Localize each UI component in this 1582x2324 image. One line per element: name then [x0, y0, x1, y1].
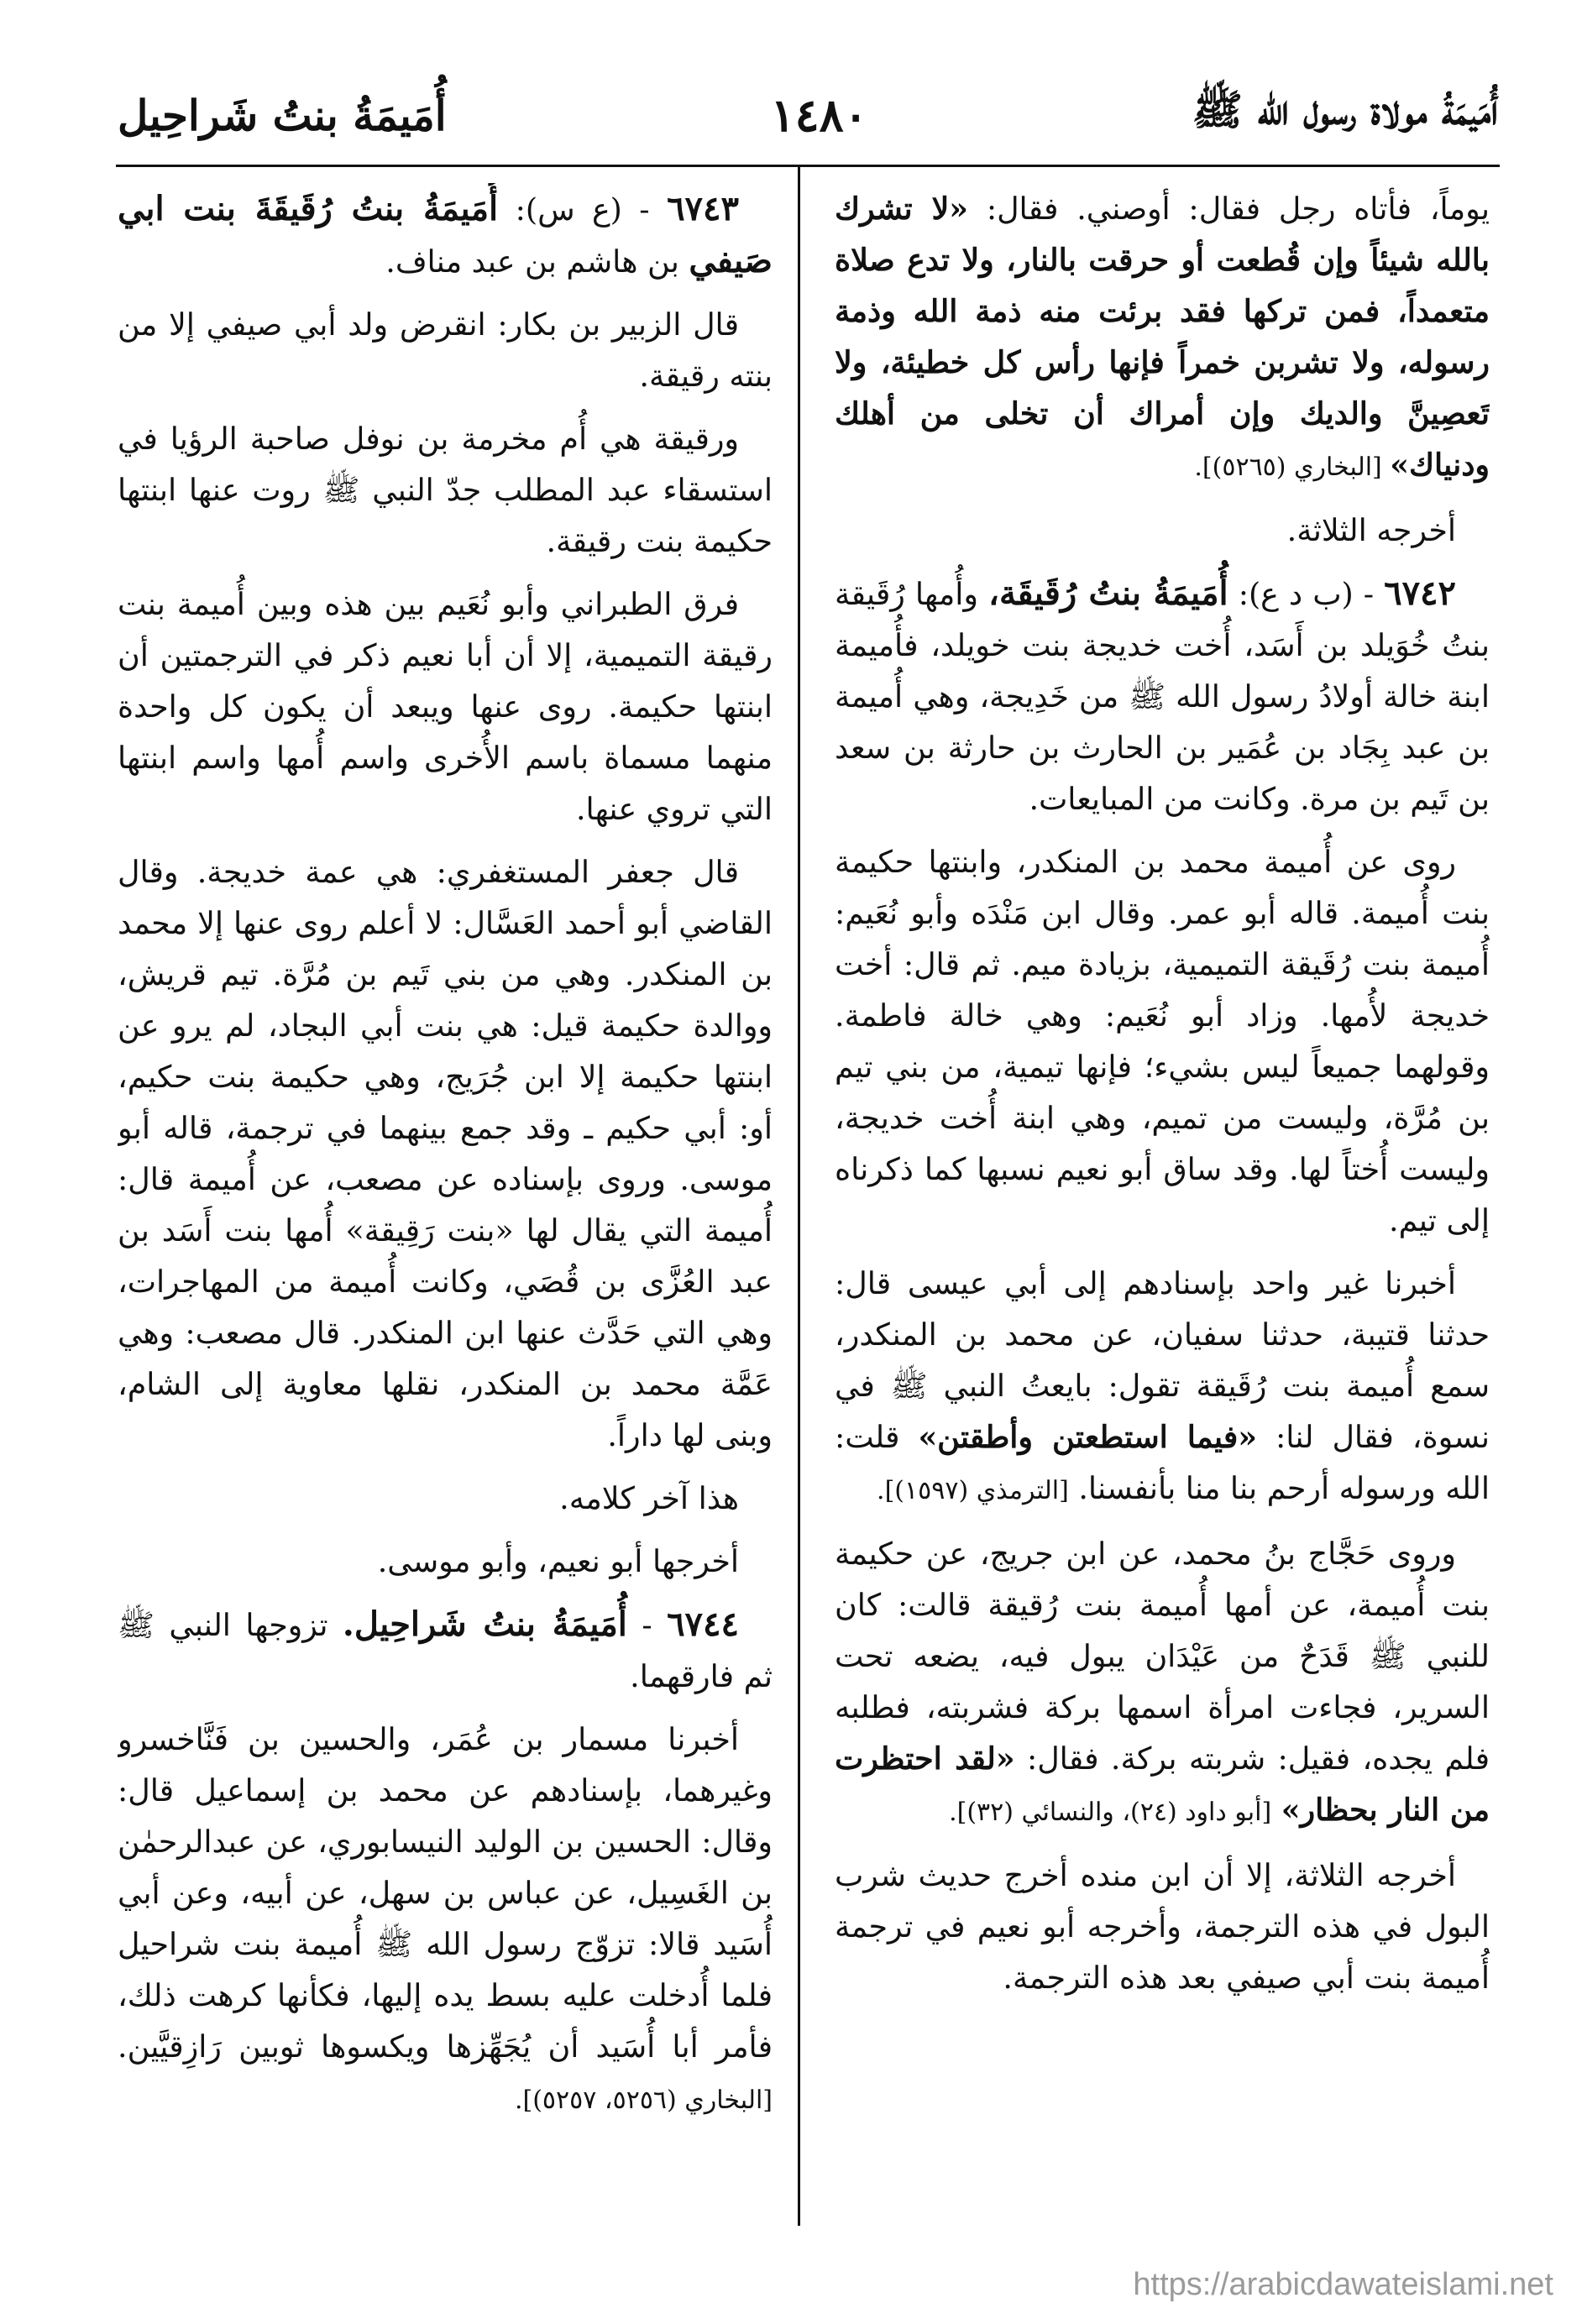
- page-number: ١٤٨٠: [770, 88, 868, 142]
- citation: [الترمذي (١٥٩٧)].: [877, 1476, 1069, 1505]
- paragraph: روى عن أُميمة محمد بن المنكدر، وابنتها حكيمة بنت أُميمة. قاله أبو عمر. وقال ابن مَنْدَه وأبو نُعَيم: أُميمة بنت رُقَيقة التميمية، بزيادة ميم. ثم قال: أخت خديجة لأُمها. وزاد أبو نُعَيم: وهي خالة فاطمة. وقولهما جميعاً ليس بشيء؛ فإنها تيمية، من بني تيم بن مُرَّة، وليست من تميم، وهي ابنة أُخت خديجة، وليست أُختاً لها. وقد ساق أبو نعيم نسبها كما ذكرناه إلى تيم.: [835, 844, 1490, 1238]
- entry-6744: ٦٧٤٤ - أُمَيمَةُ بنتُ شَراحِيل. تزوجها النبي ﷺ ثم فارقهما.: [118, 1604, 773, 1694]
- left-column: [118, 183, 773, 2223]
- header-rule: [116, 165, 1500, 167]
- right-column: [835, 183, 1490, 2223]
- citation: [أبو داود (٢٤)، والنسائي (٣٢)].: [949, 1798, 1272, 1827]
- running-title-left: أُمَيمَةُ بنتُ شَراحِيل: [118, 90, 447, 140]
- hadith-text: «فيما استطعتن وأطقتن»: [918, 1419, 1258, 1455]
- column-divider: [798, 165, 800, 2226]
- paragraph: هذا آخر كلامه.: [559, 1480, 739, 1516]
- paragraph: أخرجها أبو نعيم، وأبو موسى.: [377, 1543, 739, 1579]
- watermark-url: https://arabicdawateislami.net: [1133, 2267, 1553, 2302]
- entry-number: ٦٧٤٢: [1384, 573, 1457, 613]
- entry-6742: ٦٧٤٢ - (ب د ع): أُمَيمَةُ بنتُ رُقَيقَة، وأُمها رُقَيقة بنتُ خُوَيلد بن أَسَد، أُخت خديجة بنت خويلد، فأُميمة ابنة خالة أولادُ رسول الله ﷺ من خَدِيجة، وهي أُميمة بن عبد بِجَاد بن عُمَير بن الحارث بن حارثة بن سعد بن تَيم بن مرة. وكانت من المبايعات.: [835, 573, 1490, 817]
- entry-6743: ٦٧٤٣ - (ع س): أُمَيمَةُ بنتُ رُقَيقَةَ بنت ابي صَيفي بن هاشم بن عبد مناف.: [118, 189, 773, 280]
- paragraph: يوماً، فأتاه رجل فقال: أوصني. فقال: «لا تشرك بالله شيئاً وإن قُطعت أو حرقت بالنار، ولا تدع صلاة متعمداً، فمن تركها فقد برئت منه ذمة الله وذمة رسوله، ولا تشربن خمراً فإنها رأس كل خطيئة، ولا تَعصِينَّ والديك وإن أمراك أن تخلى من أهلك ودنياك» [البخاري (٥٢٦٥)].: [835, 191, 1490, 483]
- paragraph: ورقيقة هي أُم مخرمة بن نوفل صاحبة الرؤيا في استسقاء عبد المطلب جدّ النبي ﷺ روت عنها ابنتها حكيمة بنت رقيقة.: [118, 421, 773, 559]
- entry-name: أُمَيمَةُ بنتُ شَراحِيل.: [342, 1604, 627, 1644]
- citation: [البخاري (٥٢٦٥)].: [1194, 453, 1391, 482]
- paragraph: أخرجه الثلاثة، إلا أن ابن منده أخرج حديث شرب البول في هذه الترجمة، وأخرجه أبو نعيم في ترجمة أُميمة بنت أبي صيفي بعد هذه الترجمة.: [835, 1857, 1490, 1996]
- citation: [البخاري (٥٢٥٦، ٥٢٥٧)].: [514, 2086, 773, 2115]
- paragraph: أخبرنا مسمار بن عُمَر، والحسين بن فَنَّاخسرو وغيرهما، بإسنادهم عن محمد بن إسماعيل قال: وقال: الحسين بن الوليد النيسابوري، عن عبدالرحمٰن بن الغَسِيل، عن عباس بن سهل، عن أبيه، وعن أبي أُسَيد قالا: تزوّج رسول الله ﷺ أُميمة بنت شراحيل فلما أُدخلت عليه بسط يده إليها، فكأنها كرهت ذلك، فأمر أبا أُسَيد أن يُجَهِّزها ويكسوها ثوبين رَازِقيَّين. [البخاري (٥٢٥٦، ٥٢٥٧)].: [118, 1721, 773, 2115]
- entry-name: أُمَيمَةُ بنتُ رُقَيقَة،: [988, 573, 1228, 613]
- paragraph: وروى حَجَّاج بنُ محمد، عن ابن جريج، عن حكيمة بنت أُميمة، عن أمها أُميمة بنت رُقيقة قالت: كان للنبي ﷺ قَدَحٌ من عَيْدَان يبول فيه، يضعه تحت السرير، فجاءت امرأة اسمها بركة فشربته، فطلبه فلم يجده، فقيل: شربته بركة. فقال: «لقد احتظرت من النار بحظار» [أبو داود (٢٤)، والنسائي (٣٢)].: [835, 1536, 1490, 1828]
- running-title-right: أُمَيمَةُ مولاة رسول الله ﷺ: [1192, 85, 1498, 134]
- paragraph: قال الزبير بن بكار: انقرض ولد أبي صيفي إلا من بنته رقيقة.: [118, 306, 773, 394]
- paragraph: أخرجه الثلاثة.: [1286, 512, 1456, 548]
- paragraph: قال جعفر المستغفري: هي عمة خديجة. وقال القاضي أبو أحمد العَسَّال: لا أعلم روى عنها إلا محمد بن المنكدر. وهي من بني تَيم بن مُرَّة. تيم قريش، ووالدة حكيمة قيل: هي بنت أبي البجاد، لم يرو عن ابنتها حكيمة إلا ابن جُرَيج، وهي حكيمة بنت حكيم، أو: أبي حكيم ـ وقد جمع بينهما في ترجمة، قاله أبو موسى. وروى بإسناده عن مصعب، عن أُميمة قال: أُميمة التي يقال لها «بنت رَقِيقة» أُمها بنت أَسَد بن عبد العُزَّى بن قُصَي، وكانت أُميمة من المهاجرات، وهي التي حَدَّث عنها ابن المنكدر. قال مصعب: وهي عَمَّة محمد بن المنكدر، نقلها معاوية إلى الشام، وبنى لها داراً.: [118, 854, 773, 1453]
- paragraph: أخبرنا غير واحد بإسنادهم إلى أبي عيسى قال: حدثنا قتيبة، حدثنا سفيان، عن محمد بن المنكدر، سمع أُميمة بنت رُقَيقة تقول: بايعتُ النبي ﷺ في نسوة، فقال لنا: «فيما استطعتن وأطقتن» قلت: الله ورسوله أرحم بنا منا بأنفسنا. [الترمذي (١٥٩٧)].: [835, 1265, 1490, 1506]
- entry-name: أُمَيمَةُ بنتُ رُقَيقَةَ بنت ابي صَيفي: [118, 189, 773, 280]
- hadith-text: «لقد احتظرت من النار بحظار»: [835, 1740, 1490, 1828]
- hadith-text: «لا تشرك بالله شيئاً وإن قُطعت أو حرقت بالنار، ولا تدع صلاة متعمداً، فمن تركها فقد برئت منه ذمة الله وذمة رسوله، ولا تشربن خمراً فإنها رأس كل خطيئة، ولا تَعصِينَّ والديك وإن أمراك أن تخلى من أهلك ودنياك»: [835, 191, 1490, 483]
- entry-number: ٦٧٤٤: [667, 1604, 739, 1644]
- page-header: [118, 77, 1498, 153]
- entry-number: ٦٧٤٣: [667, 189, 739, 228]
- paragraph: فرق الطبراني وأبو نُعَيم بين هذه وبين أُميمة بنت رقيقة التميمية، إلا أن أبا نعيم ذكر في الترجمتين أن ابنتها حكيمة. روى عنها ويبعد أن يكون كل واحدة منهما مسماة باسم الأُخرى واسم أُمها واسم ابنتها التي تروي عنها.: [118, 586, 773, 827]
